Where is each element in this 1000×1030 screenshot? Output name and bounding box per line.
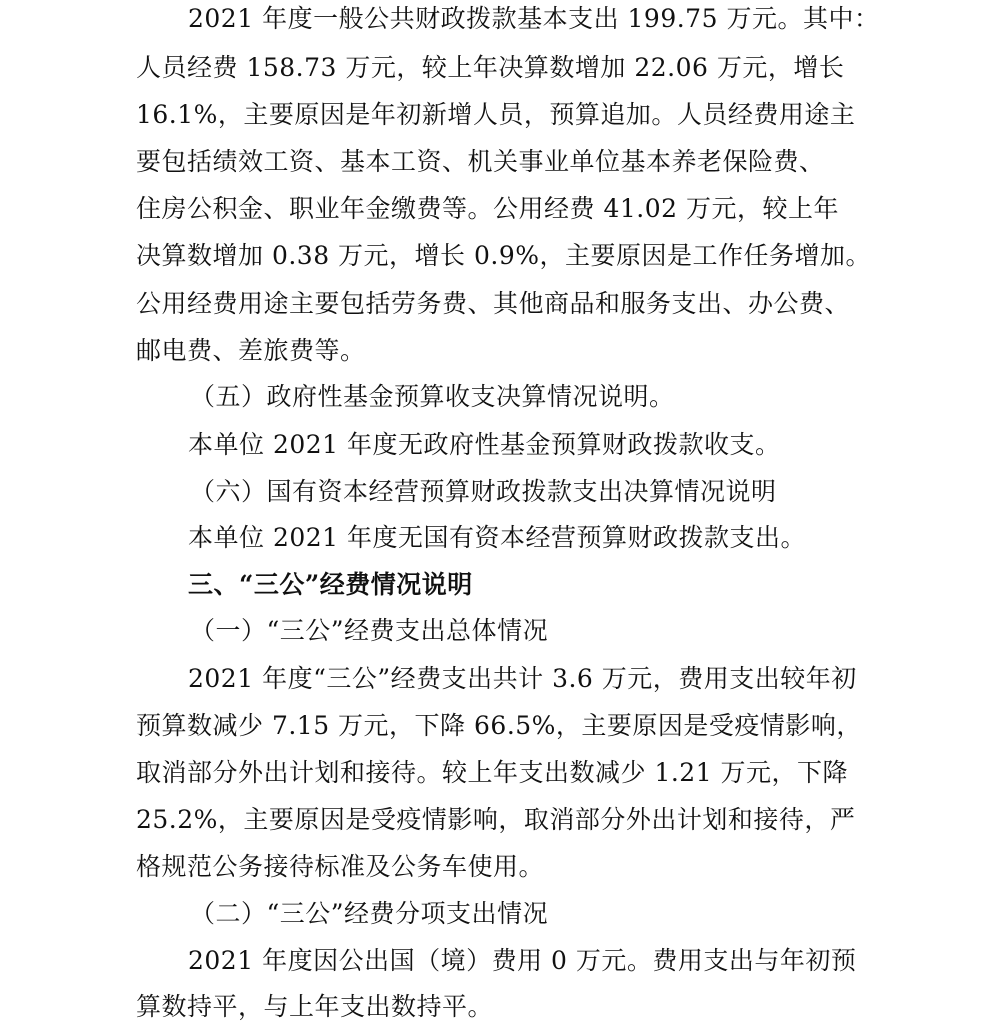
paragraph-line-6: 决算数增加 0.38 万元，增长 0.9%，主要原因是工作任务增加。 bbox=[136, 241, 872, 270]
section-five-text: 本单位 2021 年度无政府性基金预算财政拨款收支。 bbox=[188, 430, 781, 459]
paragraph-line-22: 算数持平，与上年支出数持平。 bbox=[136, 992, 494, 1021]
section-heading-six: （六）国有资本经营预算财政拨款支出决算情况说明 bbox=[190, 477, 777, 506]
paragraph-line-17: 取消部分外出计划和接待。较上年支出数减少 1.21 万元，下降 bbox=[136, 758, 849, 787]
paragraph-line-4: 要包括绩效工资、基本工资、机关事业单位基本养老保险费、 bbox=[136, 147, 825, 176]
paragraph-line-19: 格规范公务接待标准及公务车使用。 bbox=[136, 852, 545, 881]
chapter-heading-three-public-expenses: 三、“三公”经费情况说明 bbox=[188, 570, 473, 599]
paragraph-line-21: 2021 年度因公出国（境）费用 0 万元。费用支出与年初预 bbox=[188, 946, 857, 975]
section-heading-one: （一）“三公”经费支出总体情况 bbox=[190, 616, 549, 645]
section-six-text: 本单位 2021 年度无国有资本经营预算财政拨款支出。 bbox=[188, 523, 807, 552]
paragraph-line-16: 预算数减少 7.15 万元，下降 66.5%，主要原因是受疫情影响， bbox=[136, 711, 862, 740]
section-heading-two: （二）“三公”经费分项支出情况 bbox=[190, 899, 549, 928]
paragraph-line-8: 邮电费、差旅费等。 bbox=[136, 336, 366, 365]
paragraph-line-3: 16.1%，主要原因是年初新增人员，预算追加。人员经费用途主 bbox=[136, 100, 856, 129]
paragraph-line-7: 公用经费用途主要包括劳务费、其他商品和服务支出、办公费、 bbox=[136, 289, 851, 318]
section-heading-five: （五）政府性基金预算收支决算情况说明。 bbox=[190, 382, 675, 411]
paragraph-line-18: 25.2%，主要原因是受疫情影响，取消部分外出计划和接待，严 bbox=[136, 805, 856, 834]
paragraph-line-2: 人员经费 158.73 万元，较上年决算数增加 22.06 万元，增长 bbox=[136, 53, 845, 82]
paragraph-line-5: 住房公积金、职业年金缴费等。公用经费 41.02 万元，较上年 bbox=[136, 194, 839, 223]
paragraph-line-15: 2021 年度“三公”经费支出共计 3.6 万元，费用支出较年初 bbox=[188, 664, 857, 693]
paragraph-line-1: 2021 年度一般公共财政拨款基本支出 199.75 万元。其中： bbox=[188, 4, 880, 33]
